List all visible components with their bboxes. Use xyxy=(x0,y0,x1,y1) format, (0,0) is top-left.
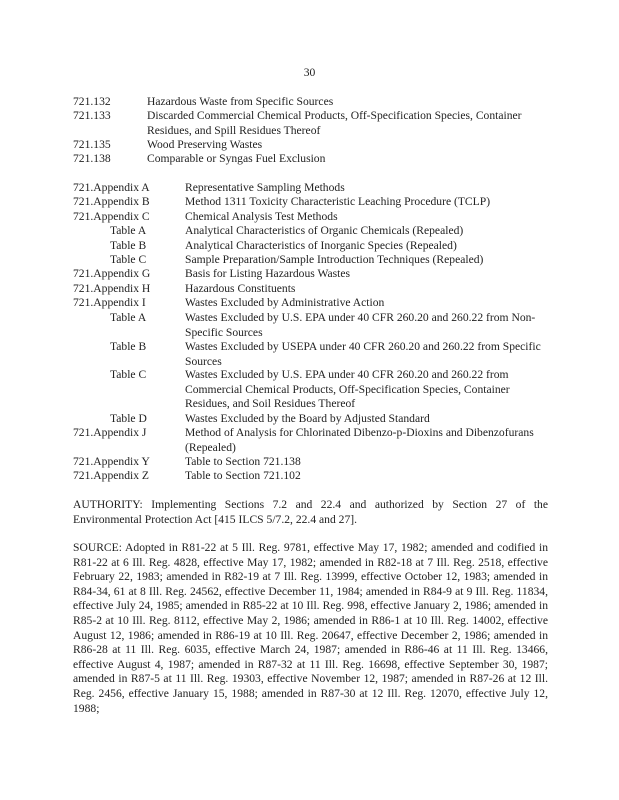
section-title: Wood Preserving Wastes xyxy=(147,138,263,151)
section-title: Discarded Commercial Chemical Products, Off-Specification Species, Container Residues, and Spill Residues Thereof xyxy=(147,109,522,137)
table-label: Table B xyxy=(110,239,147,252)
appendix-label: 721.Appendix G xyxy=(73,267,151,280)
appendix-title: Table to Section 721.102 xyxy=(185,469,301,482)
table-title: Sample Preparation/Sample Introduction Techniques (Repealed) xyxy=(185,253,484,266)
appendix-label: 721.Appendix B xyxy=(73,195,150,208)
appendix-title: Table to Section 721.138 xyxy=(185,455,301,468)
appendix-label: 721.Appendix Y xyxy=(73,455,150,468)
table-title: Analytical Characteristics of Inorganic Species (Repealed) xyxy=(185,239,457,252)
appendix-title: Representative Sampling Methods xyxy=(185,181,345,194)
table-label: Table B xyxy=(110,340,147,353)
table-label: Table A xyxy=(110,311,147,324)
source-paragraph: SOURCE: Adopted in R81-22 at 5 Ill. Reg. 9781, effective May 17, 1982; amended and codified in R81-22 at 6 Ill. Reg. 4828, effective May 17, 1982; amended in R82-18 at 7 Ill. Reg. 2518, effective February 22, 1983; amended in R82-19 at 7 Ill. Reg. 13999, effective October 12, 1983; amended in R84-34, 61 at 8 Ill. Reg. 24562, effective December 11, 1984; amended in R84-9 at 9 Ill. Reg. 11834, effective July 24, 1985; amended in R85-22 at 10 Ill. Reg. 998, effective January 2, 1986; amended in R85-2 at 10 Ill. Reg. 8112, effective May 2, 1986; amended in R86-1 at 10 Ill. Reg. 14002, effective August 12, 1986; amended in R86-19 at 10 Ill. Reg. 20647, effective December 2, 1986; amended in R86-28 at 11 Ill. Reg. 6035, effective March 24, 1987; amended in R86-46 at 11 Ill. Reg. 13466, effective August 4, 1987; amended in R87-32 at 11 Ill. Reg. 16698, effective September 30, 1987; amended in R87-5 at 11 Ill. Reg. 19303, effective November 12, 1987; amended in R87-26 at 12 Ill. Reg. 2456, effective January 15, 1988; amended in R87-30 at 12 Ill. Reg. 12070, effective July 12, 1988; xyxy=(73,541,548,715)
table-title: Wastes Excluded by USEPA under 40 CFR 260.20 and 260.22 from Specific Sources xyxy=(185,340,541,368)
table-label: Table A xyxy=(110,224,147,237)
section-title: Hazardous Waste from Specific Sources xyxy=(147,95,334,108)
appendix-title: Method 1311 Toxicity Characteristic Leaching Procedure (TCLP) xyxy=(185,195,491,208)
table-title: Wastes Excluded by the Board by Adjusted Standard xyxy=(185,412,430,425)
appendix-label: 721.Appendix I xyxy=(73,296,146,309)
section-title: Comparable or Syngas Fuel Exclusion xyxy=(147,152,326,165)
appendix-label: 721.Appendix H xyxy=(73,282,151,295)
authority-paragraph: AUTHORITY: Implementing Sections 7.2 and 22.4 and authorized by Section 27 of the Environmental Protection Act [415 ILCS 5/7.2, 22.4 and 27]. xyxy=(73,498,548,526)
appendix-label: 721.Appendix Z xyxy=(73,469,149,482)
table-label: Table C xyxy=(110,368,147,381)
appendix-title: Wastes Excluded by Administrative Action xyxy=(185,296,385,309)
table-title: Analytical Characteristics of Organic Chemicals (Repealed) xyxy=(185,224,464,237)
section-number: 721.135 xyxy=(73,138,111,151)
table-title: Wastes Excluded by U.S. EPA under 40 CFR 260.20 and 260.22 from Non-Specific Sources xyxy=(185,311,536,339)
table-label: Table D xyxy=(110,412,147,425)
appendix-title: Hazardous Constituents xyxy=(185,282,296,295)
table-label: Table C xyxy=(110,253,147,266)
appendix-label: 721.Appendix J xyxy=(73,426,147,439)
section-number: 721.132 xyxy=(73,95,111,108)
table-title: Wastes Excluded by U.S. EPA under 40 CFR 260.20 and 260.22 from Commercial Chemical Products, Off-Specification Species, Container Residues, and Soil Residues Thereof xyxy=(185,368,510,411)
appendix-label: 721.Appendix A xyxy=(73,181,150,194)
appendix-title: Basis for Listing Hazardous Wastes xyxy=(185,267,351,280)
section-number: 721.133 xyxy=(73,109,111,122)
appendix-title: Chemical Analysis Test Methods xyxy=(185,210,338,223)
page-number: 30 xyxy=(303,66,316,79)
appendix-label: 721.Appendix C xyxy=(73,210,150,223)
appendix-title: Method of Analysis for Chlorinated Dibenzo-p-Dioxins and Dibenzofurans (Repealed) xyxy=(185,426,534,454)
section-number: 721.138 xyxy=(73,152,111,165)
